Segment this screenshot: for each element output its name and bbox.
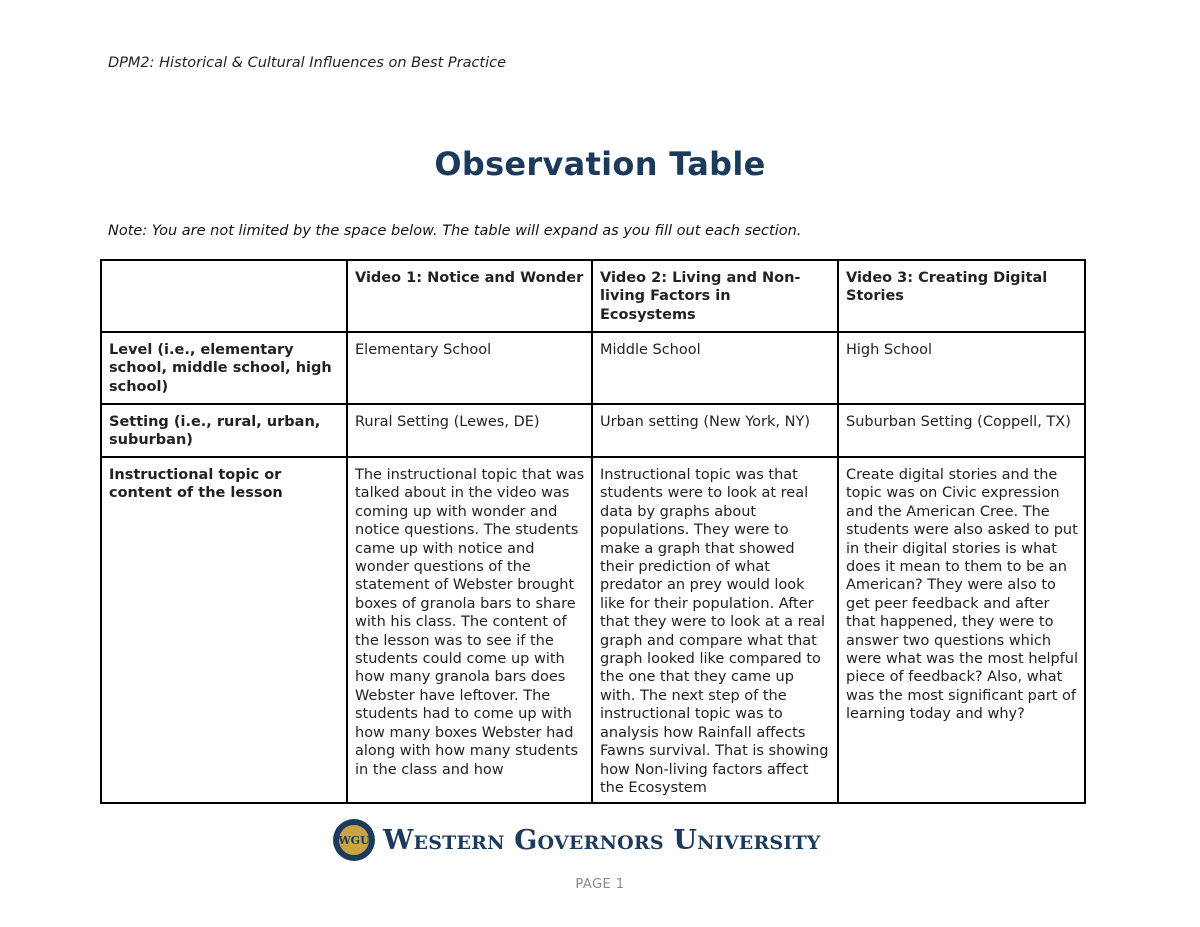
- header-cell-video-3[interactable]: Video 3: Creating Digital Stories: [838, 260, 1085, 332]
- instruction-note: Note: You are not limited by the space below. The table will expand as you fill out each section.: [108, 223, 802, 239]
- cell-setting-video-2[interactable]: Urban setting (New York, NY): [592, 404, 838, 457]
- header-cell-video-1[interactable]: Video 1: Notice and Wonder: [347, 260, 592, 332]
- cell-setting-video-3[interactable]: Suburban Setting (Coppell, TX): [838, 404, 1085, 457]
- row-label-setting[interactable]: Setting (i.e., rural, urban, suburban): [101, 404, 347, 457]
- header-cell-empty[interactable]: [101, 260, 347, 332]
- page-number: PAGE 1: [575, 877, 625, 892]
- observation-table: [100, 259, 1086, 804]
- cell-level-video-1[interactable]: Elementary School: [347, 332, 592, 404]
- cell-topic-video-1[interactable]: [347, 457, 592, 803]
- cell-topic-video-3-text: Create digital stories and the topic was on Civic expression and the American Cree. The students were also asked to put in their digital stories is what does it mean to them to be an American? They were also to get peer feedback and after that happened, they were to answer two questions which were what was the most helpful piece of feedback? Also, what was the most significant part of learning today and why?: [846, 467, 1078, 723]
- wgu-wordmark: Western Governors University: [383, 824, 821, 856]
- wgu-seal-icon: WGU: [333, 819, 375, 861]
- cell-topic-video-3[interactable]: [838, 457, 1085, 803]
- table-row-level: [101, 332, 1085, 404]
- row-label-level[interactable]: Level (i.e., elementary school, middle school, high school): [101, 332, 347, 404]
- table-row-topic: [101, 457, 1085, 803]
- cell-level-video-2[interactable]: Middle School: [592, 332, 838, 404]
- course-header: DPM2: Historical & Cultural Influences on Best Practice: [108, 55, 507, 71]
- row-label-topic[interactable]: Instructional topic or content of the lesson: [101, 457, 347, 803]
- cell-level-video-3[interactable]: High School: [838, 332, 1085, 404]
- cell-topic-video-2[interactable]: [592, 457, 838, 803]
- table-row-setting: [101, 404, 1085, 457]
- table-header-row: [101, 260, 1085, 332]
- wgu-logo: [333, 818, 821, 862]
- page-title: Observation Table: [434, 145, 766, 183]
- cell-topic-video-1-text: The instructional topic that was talked about in the video was coming up with wonder and notice questions. The students came up with notice and wonder questions of the statement of Webster brought boxes of granola bars to share with his class. The content of the lesson was to see if the students could come up with how many granola bars does Webster have leftover. The students had to come up with how many boxes Webster had along with how many students in the class and how: [355, 467, 585, 778]
- cell-setting-video-1[interactable]: Rural Setting (Lewes, DE): [347, 404, 592, 457]
- header-cell-video-2[interactable]: Video 2: Living and Non-living Factors in Ecosystems: [592, 260, 838, 332]
- cell-topic-video-2-text: Instructional topic was that students were to look at real data by graphs about populations. They were to make a graph that showed their prediction of what predator an prey would look like for their population. After that they were to look at a real graph and compare what that graph looked like compared to the one that they came up with. The next step of the instructional topic was to analysis how Rainfall affects Fawns survival. That is showing how Non-living factors affect the Ecosystem: [600, 467, 829, 796]
